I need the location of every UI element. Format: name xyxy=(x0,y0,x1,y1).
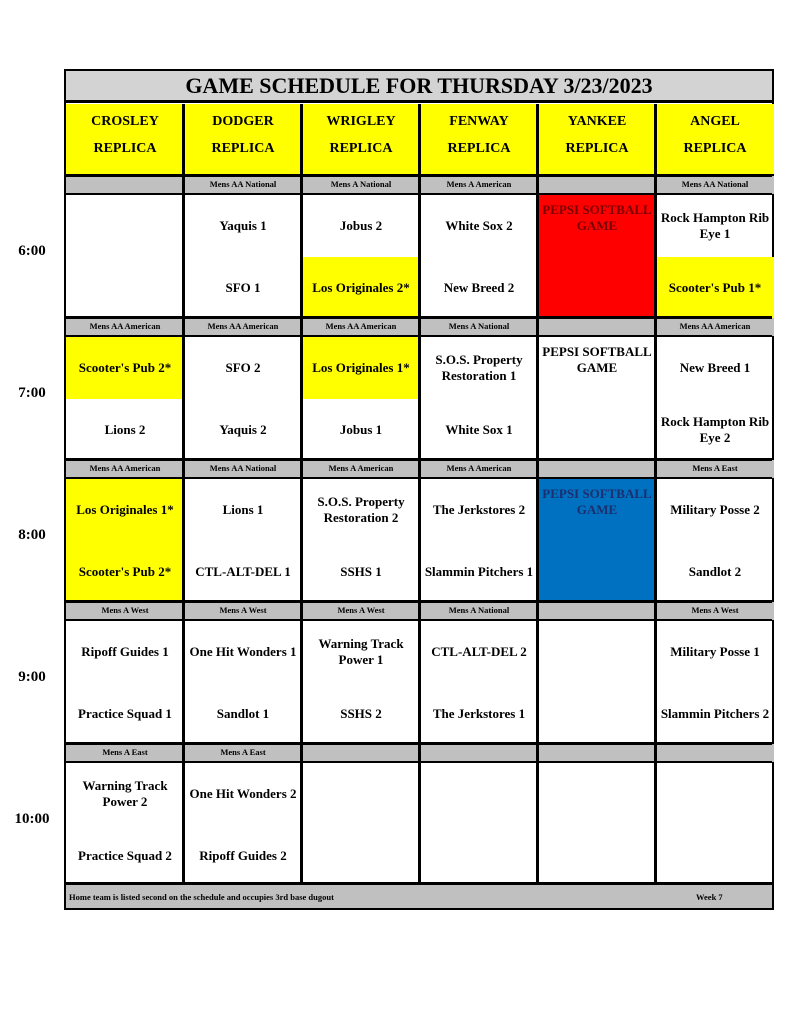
away-team: Ripoff Guides 1 xyxy=(81,644,169,659)
home-team: Slammin Pitchers 2 xyxy=(660,706,770,721)
home-team: New Breed 2 xyxy=(443,280,515,295)
field-header-fenway xyxy=(420,104,538,174)
division-label: Mens A National xyxy=(420,318,538,336)
row-divider xyxy=(66,316,772,319)
division-label xyxy=(538,318,656,336)
away-team: Jobus 2 xyxy=(339,218,383,233)
time-label: 9:00 xyxy=(18,669,46,685)
division-label: Mens AA American xyxy=(66,318,184,336)
division-label xyxy=(656,744,774,762)
field-subtitle: REPLICA xyxy=(565,141,629,156)
division-label: Mens A American xyxy=(420,176,538,194)
home-team xyxy=(420,825,538,887)
division-label: Mens A East xyxy=(184,744,302,762)
division-divider xyxy=(66,335,772,337)
away-team: SFO 2 xyxy=(225,360,261,375)
division-label: Mens AA National xyxy=(184,460,302,478)
event-block: PEPSI SOFTBALL GAME xyxy=(538,195,656,319)
away-team: One Hit Wonders 1 xyxy=(189,644,297,659)
away-team: Rock Hampton Rib Eye 1 xyxy=(660,210,770,241)
time-label: 10:00 xyxy=(14,811,50,827)
row-divider xyxy=(66,458,772,461)
event-block: PEPSI SOFTBALL GAME xyxy=(538,479,656,603)
event-block: PEPSI SOFTBALL GAME xyxy=(542,344,652,375)
away-team: The Jerkstores 2 xyxy=(432,502,526,517)
division-label: Mens AA American xyxy=(184,318,302,336)
field-header-dodger xyxy=(184,104,302,174)
home-team xyxy=(538,825,656,887)
column-divider xyxy=(654,104,657,884)
home-team: Scooter's Pub 2* xyxy=(66,541,184,603)
division-label: Mens A East xyxy=(656,460,774,478)
home-team xyxy=(302,825,420,887)
home-team: Ripoff Guides 2 xyxy=(199,848,287,863)
home-team xyxy=(656,825,774,887)
field-subtitle: REPLICA xyxy=(447,141,511,156)
row-divider xyxy=(66,174,772,177)
column-divider xyxy=(536,104,539,884)
division-label: Mens A West xyxy=(66,602,184,620)
division-label: Mens A West xyxy=(656,602,774,620)
time-label: 8:00 xyxy=(18,527,46,543)
division-label xyxy=(538,602,656,620)
division-label xyxy=(538,744,656,762)
time-label: 6:00 xyxy=(18,243,46,259)
home-team: Los Originales 2* xyxy=(302,257,420,319)
division-divider xyxy=(66,619,772,621)
home-team xyxy=(66,257,184,319)
division-label: Mens A West xyxy=(184,602,302,620)
home-team: Sandlot 1 xyxy=(216,706,270,721)
field-subtitle: REPLICA xyxy=(211,141,275,156)
division-label: Mens A American xyxy=(420,460,538,478)
division-label: Mens A West xyxy=(302,602,420,620)
column-divider xyxy=(418,104,421,884)
field-header-wrigley xyxy=(302,104,420,174)
home-team: Yaquis 2 xyxy=(219,422,267,437)
row-divider xyxy=(66,882,772,885)
away-team xyxy=(538,621,656,683)
away-team: S.O.S. Property Restoration 2 xyxy=(317,494,405,525)
division-label: Mens A National xyxy=(302,176,420,194)
column-divider xyxy=(300,104,303,884)
away-team: Scooter's Pub 2* xyxy=(66,337,184,399)
division-label: Mens AA National xyxy=(656,176,774,194)
week-label: Week 7 xyxy=(696,892,723,902)
away-team xyxy=(66,195,184,257)
away-team: Warning Track Power 2 xyxy=(82,778,168,809)
division-label: Mens AA National xyxy=(184,176,302,194)
division-label xyxy=(538,460,656,478)
home-team: CTL-ALT-DEL 1 xyxy=(195,564,291,579)
away-team: Warning Track Power 1 xyxy=(318,636,404,667)
division-label: Mens AA American xyxy=(656,318,774,336)
away-team xyxy=(302,763,420,825)
home-team: Scooter's Pub 1* xyxy=(656,257,774,319)
field-name: CROSLEY xyxy=(91,114,159,129)
field-name: WRIGLEY xyxy=(326,114,396,129)
division-label xyxy=(420,744,538,762)
home-team: Jobus 1 xyxy=(339,422,383,437)
field-name: YANKEE xyxy=(567,114,627,129)
away-team: CTL-ALT-DEL 2 xyxy=(431,644,527,659)
home-team: SSHS 2 xyxy=(340,706,382,721)
home-team xyxy=(538,683,656,745)
division-label xyxy=(66,176,184,194)
home-team: Rock Hampton Rib Eye 2 xyxy=(660,414,770,445)
away-team: Military Posse 2 xyxy=(670,502,760,517)
footer-note: Home team is listed second on the schedule and occupies 3rd base dugout xyxy=(66,885,772,908)
away-team: Lions 1 xyxy=(222,502,264,517)
division-divider xyxy=(66,761,772,763)
column-divider xyxy=(182,104,185,884)
away-team: New Breed 1 xyxy=(679,360,751,375)
field-name: FENWAY xyxy=(449,114,509,129)
division-divider xyxy=(66,477,772,479)
field-name: DODGER xyxy=(212,114,274,129)
time-label: 7:00 xyxy=(18,385,46,401)
away-team xyxy=(656,763,774,825)
home-team: Lions 2 xyxy=(104,422,146,437)
division-label xyxy=(538,176,656,194)
field-header-crosley xyxy=(66,104,184,174)
away-team: One Hit Wonders 2 xyxy=(189,786,297,801)
division-label: Mens AA American xyxy=(66,460,184,478)
home-team: Practice Squad 2 xyxy=(78,848,172,863)
home-team: Practice Squad 1 xyxy=(78,706,172,721)
home-team: SSHS 1 xyxy=(340,564,382,579)
division-divider xyxy=(66,193,772,195)
home-team: White Sox 1 xyxy=(445,422,513,437)
division-label: Mens A East xyxy=(66,744,184,762)
row-divider xyxy=(66,742,772,745)
field-header-angel xyxy=(656,104,774,174)
away-team: S.O.S. Property Restoration 1 xyxy=(435,352,523,383)
division-label: Mens AA American xyxy=(302,318,420,336)
division-label xyxy=(302,744,420,762)
field-name: ANGEL xyxy=(690,114,740,129)
field-header-yankee xyxy=(538,104,656,174)
away-team xyxy=(538,763,656,825)
division-label: Mens A National xyxy=(420,602,538,620)
away-team xyxy=(420,763,538,825)
away-team: White Sox 2 xyxy=(445,218,513,233)
away-team: Yaquis 1 xyxy=(219,218,267,233)
division-label: Mens A American xyxy=(302,460,420,478)
home-team: Sandlot 2 xyxy=(688,564,742,579)
away-team: Los Originales 1* xyxy=(302,337,420,399)
field-subtitle: REPLICA xyxy=(329,141,393,156)
field-subtitle: REPLICA xyxy=(683,141,747,156)
field-subtitle: REPLICA xyxy=(93,141,157,156)
away-team: Los Originales 1* xyxy=(66,479,184,541)
page-title: GAME SCHEDULE FOR THURSDAY 3/23/2023 xyxy=(66,71,772,103)
home-team: Slammin Pitchers 1 xyxy=(424,564,534,579)
home-team: SFO 1 xyxy=(225,280,261,295)
home-team: The Jerkstores 1 xyxy=(432,706,526,721)
away-team: Military Posse 1 xyxy=(670,644,760,659)
row-divider xyxy=(66,600,772,603)
